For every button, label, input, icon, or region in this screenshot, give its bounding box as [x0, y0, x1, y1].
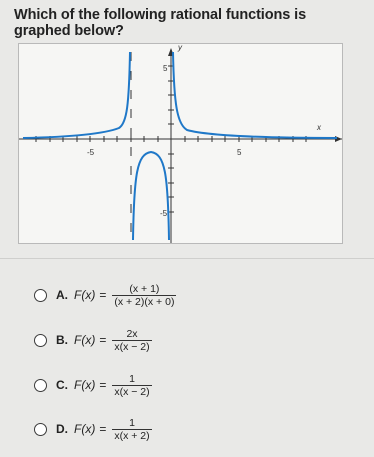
question-text: Which of the following rational functions is graphed below?	[14, 7, 307, 39]
curve-middle-branch	[133, 152, 169, 240]
fraction	[112, 283, 176, 308]
denominator: (x + 2)(x + 0)	[114, 295, 175, 308]
equals-sign: =	[99, 422, 107, 436]
function-name: F(x)	[74, 422, 96, 436]
equals-sign: =	[99, 378, 107, 392]
x-axis-arrow	[335, 136, 342, 142]
divider	[0, 258, 374, 259]
denominator: x(x − 2)	[114, 340, 150, 353]
fraction	[112, 328, 151, 353]
function-name: F(x)	[74, 333, 96, 347]
equals-sign: =	[99, 333, 107, 347]
denominator: x(x − 2)	[114, 385, 150, 398]
numerator: 2x	[126, 327, 138, 340]
numerator: 1	[129, 416, 135, 429]
equals-sign: =	[99, 288, 107, 302]
radio-button-d[interactable]	[34, 423, 47, 436]
option-letter: A.	[56, 288, 68, 302]
numerator: (x + 1)	[129, 282, 160, 295]
curve-left-branch	[23, 52, 130, 138]
x-axis-label: x	[317, 123, 321, 132]
option-letter: C.	[56, 378, 68, 392]
radio-button-b[interactable]	[34, 334, 47, 347]
fraction	[112, 417, 151, 442]
option-letter: D.	[56, 422, 68, 436]
function-name: F(x)	[74, 288, 96, 302]
rational-function-graph	[19, 44, 342, 243]
option-b[interactable]	[34, 323, 364, 357]
radio-button-a[interactable]	[34, 289, 47, 302]
graph-panel	[18, 43, 343, 244]
y-tick-label-top: 5	[163, 64, 168, 73]
y-axis-label: y	[178, 44, 182, 52]
option-a[interactable]	[34, 278, 364, 312]
x-tick-label-left: -5	[87, 148, 95, 157]
option-c[interactable]	[34, 368, 364, 402]
fraction	[112, 373, 151, 398]
y-tick-label-bottom: -5	[160, 209, 168, 218]
denominator: x(x + 2)	[114, 429, 150, 442]
option-d[interactable]	[34, 412, 364, 446]
numerator: 1	[129, 372, 135, 385]
curve-right-branch	[173, 52, 337, 138]
x-tick-label-right: 5	[237, 148, 242, 157]
function-name: F(x)	[74, 378, 96, 392]
option-letter: B.	[56, 333, 68, 347]
radio-button-c[interactable]	[34, 379, 47, 392]
